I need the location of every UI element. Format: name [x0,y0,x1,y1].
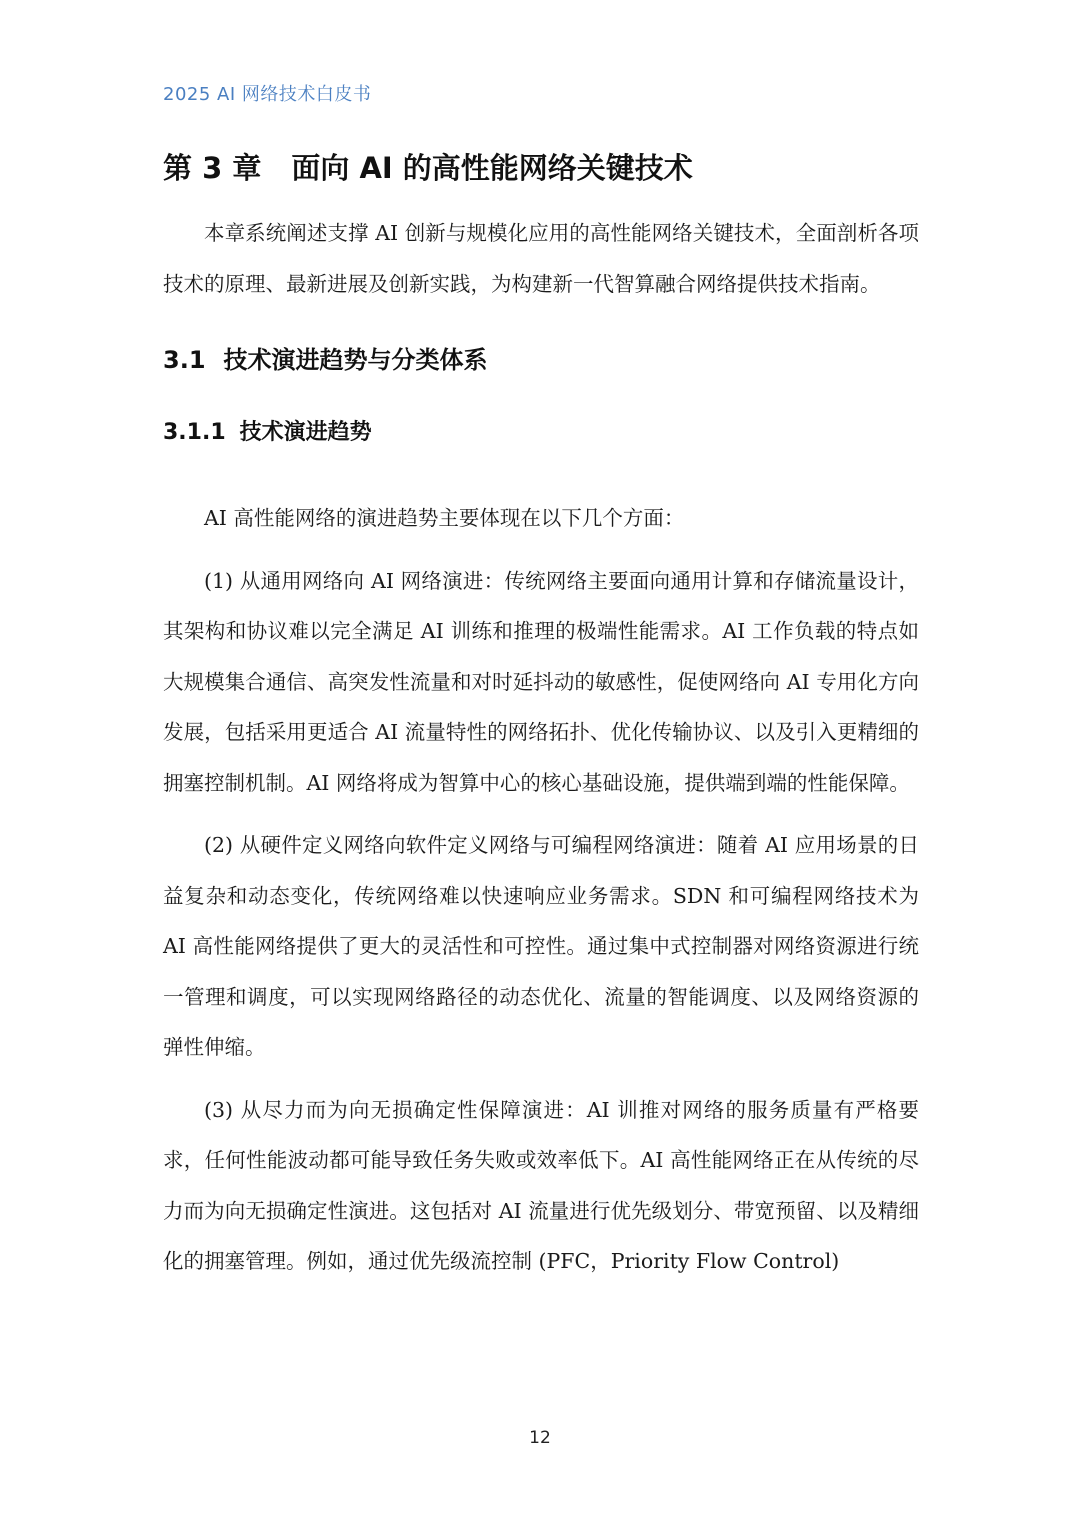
section-title [163,335,919,385]
page-number: 12 [529,1428,551,1448]
chapter-title-text: 面向 AI 的高性能网络关键技术 [291,151,693,185]
subsection-title-text: 技术演进趋势 [239,420,372,445]
trend-paragraph-3: (3) 从尽力而为向无损确定性保障演进：AI 训推对网络的服务质量有严格要求，任何性能波动都可能导致任务失败或效率低下。AI 高性能网络正在从传统的尽力而为向无损确定性演进。这包括对 AI 流量进行优先级划分、带宽预留、以及精细化的拥塞管理。例如，通过优先级流控制 (PFC，Priority Flow Control) [163,1097,919,1273]
trend-paragraph-2: (2) 从硬件定义网络向软件定义网络与可编程网络演进：随着 AI 应用场景的日益复杂和动态变化，传统网络难以快速响应业务需求。SDN 和可编程网络技术为 AI 高性能网络提供了更大的灵活性和可控性。通过集中式控制器对网络资源进行统一管理和调度，可以实现网络路径的动态优化、流量的智能调度、以及网络资源的弹性伸缩。 [163,833,919,1059]
chapter-title [163,140,919,196]
section-title-text: 技术演进趋势与分类体系 [223,346,488,374]
trend-paragraph-1: (1) 从通用网络向 AI 网络演进：传统网络主要面向通用计算和存储流量设计，其架构和协议难以完全满足 AI 训练和推理的极端性能需求。AI 工作负载的特点如大规模集合通信、高突发性流量和对时延抖动的敏感性，促使网络向 AI 专用化方向发展，包括采用更适合 AI 流量特性的网络拓扑、优化传输协议、以及引入更精细的拥塞控制机制。AI 网络将成为智算中心的核心基础设施，提供端到端的性能保障。 [163,568,919,795]
subsection-number: 3.1.1 [163,420,226,445]
chapter-number: 第 3 章 [163,151,262,185]
spacer [163,479,919,493]
spacer [163,544,919,556]
spacer [163,808,919,820]
running-header: 2025 AI 网络技术白皮书 [163,84,372,105]
chapter-intro-paragraph: 本章系统阐述支撑 AI 创新与规模化应用的高性能网络关键技术，全面剖析各项技术的原理、最新进展及创新实践，为构建新一代智算融合网络提供技术指南。 [163,221,919,296]
section-number: 3.1 [163,346,206,374]
subsection-title [163,409,919,457]
spacer [163,1073,919,1085]
lead-paragraph: AI 高性能网络的演进趋势主要体现在以下几个方面： [204,506,685,530]
page-content [163,140,919,1287]
